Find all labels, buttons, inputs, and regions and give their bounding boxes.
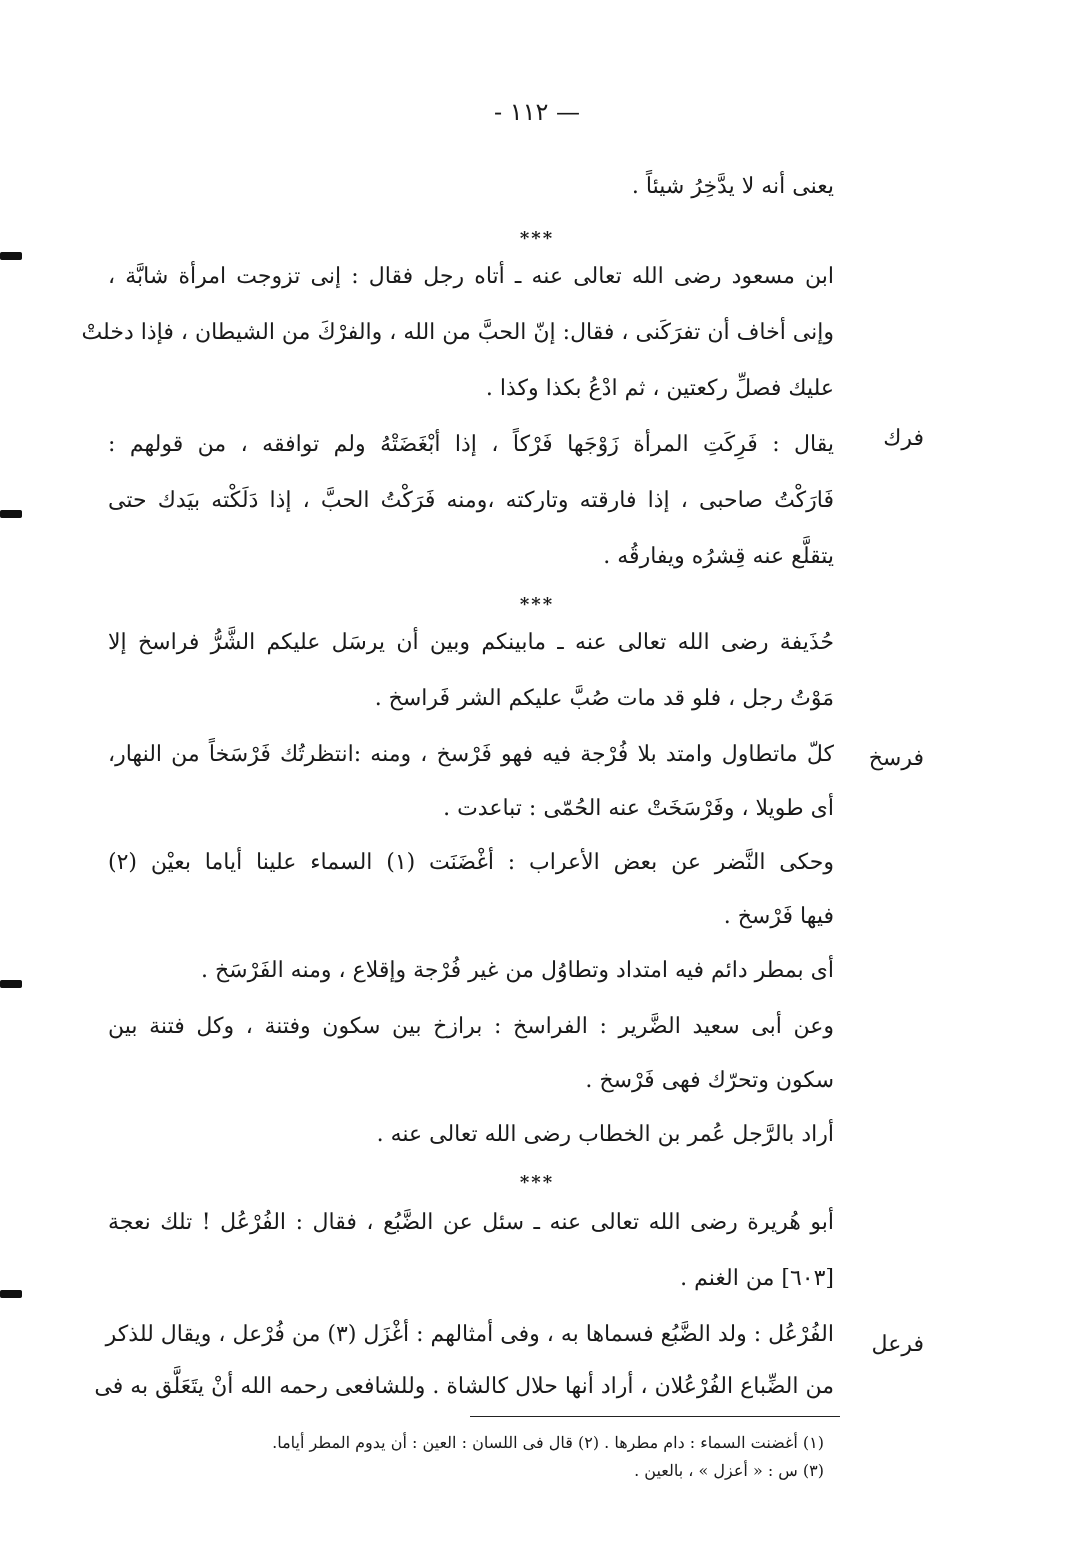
- text-line: أى طويلا ، وفَرْسَخَتْ عنه الحُمّى : تباعدت .: [443, 796, 834, 821]
- text-line: أبو هُريرة رضى الله تعالى عنه ـ سئل عن الضَّبُع ، فقال : الفُرْعُل ! تلك نعجة: [108, 1210, 834, 1235]
- text-line: وإنى أخاف أن تفرَكَنى ، فقال: إنّ الحبَّ من الله ، والفرْكَ من الشيطان ، فإذا دخلتْ: [81, 320, 834, 345]
- text-line: ابن مسعود رضى الله تعالى عنه ـ أتاه رجل فقال : إنى تزوجت امرأة شابَّة ،: [108, 264, 834, 289]
- headword-frel: فرعل: [871, 1332, 924, 1357]
- section-separator: ***: [519, 1172, 555, 1193]
- headword-frk: فرك: [883, 426, 924, 451]
- margin-mark: [0, 510, 22, 518]
- text-line: فَارَكْتُ صاحبى ، إذا فارقته وتاركته ،ومنه فَرَكْتُ الحبَّ ، إذا دَلَكْته بيَدك حتى: [108, 488, 834, 513]
- text-line: يعنى أنه لا يدَّخِرُ شيئاً .: [631, 174, 834, 199]
- section-separator: ***: [519, 228, 555, 249]
- headword-frsk: فرسخ: [868, 746, 924, 771]
- text-line: [٦٠٣] من الغنم .: [680, 1266, 834, 1291]
- text-line: عليك فصلِّ ركعتين ، ثم ادْعُ بكذا وكذا .: [485, 376, 834, 401]
- text-line: كلّ ماتطاول وامتد بلا فُرْجة فيه فهو فَرْسخ ، ومنه :انتظرتُك فَرْسَخاً من النهار،: [108, 742, 834, 767]
- text-line: من الضِّباع الفُرْعُلان ، أراد أنها حلال كالشاة . وللشافعى رحمه الله أنْ يتَعَلَّق به فى: [94, 1374, 834, 1399]
- footnote-line: (١) أغضنت السماء : دام مطرها . (٢) قال فى اللسان : العين : أن يدوم المطر أياما.: [272, 1433, 824, 1452]
- footnote-rule: [470, 1416, 840, 1417]
- page-number: — ١١٢ -: [493, 98, 581, 126]
- text-line: مَوْتُ رجل ، فلو قد مات صُبَّ عليكم الشر فَراسخ .: [374, 686, 834, 711]
- text-line: سكون وتحرّك فهى فَرْسخ .: [585, 1068, 834, 1093]
- margin-mark: [0, 1290, 22, 1298]
- footnote-line: (٣) س : « أعزل » ، بالعين .: [634, 1461, 824, 1480]
- margin-mark: [0, 980, 22, 988]
- text-line: وحكى النَّضر عن بعض الأعراب : أغْضَنَت (١) السماء علينا أياما بعيْن (٢): [108, 850, 835, 875]
- text-line: الفُرْعُل : ولد الضَّبُع فسماها به ، وفى أمثالهم : أغْزَل (٣) من فُرْعل ، ويقال للذكر: [105, 1322, 834, 1347]
- text-line: وعن أبى سعيد الضَّرير : الفراسخ : برازخ بين سكون وفتنة ، وكل فتنة بين: [108, 1014, 834, 1039]
- text-line: يقال : فَرِكَتِ المرأة زَوْجَها فَرْكاً ، إذا أبْغَضَتْهُ ولم توافقه ، من قولهم :: [108, 432, 834, 457]
- text-line: يتقلَّع عنه قِشرُه ويفارقُه .: [603, 544, 834, 569]
- text-line: حُذَيفة رضى الله تعالى عنه ـ مابينكم وبين أن يرسَل عليكم الشَّرُّ فراسخ إلا: [108, 630, 834, 655]
- text-line: أراد بالرَّجل عُمر بن الخطاب رضى الله تعالى عنه .: [376, 1122, 834, 1147]
- text-line: أى بمطر دائم فيه امتداد وتطاوُل من غير فُرْجة وإقلاع ، ومنه الفَرْسَخ .: [200, 958, 834, 983]
- text-line: فيها فَرْسخ .: [723, 904, 834, 929]
- margin-mark: [0, 252, 22, 260]
- section-separator: ***: [519, 594, 555, 615]
